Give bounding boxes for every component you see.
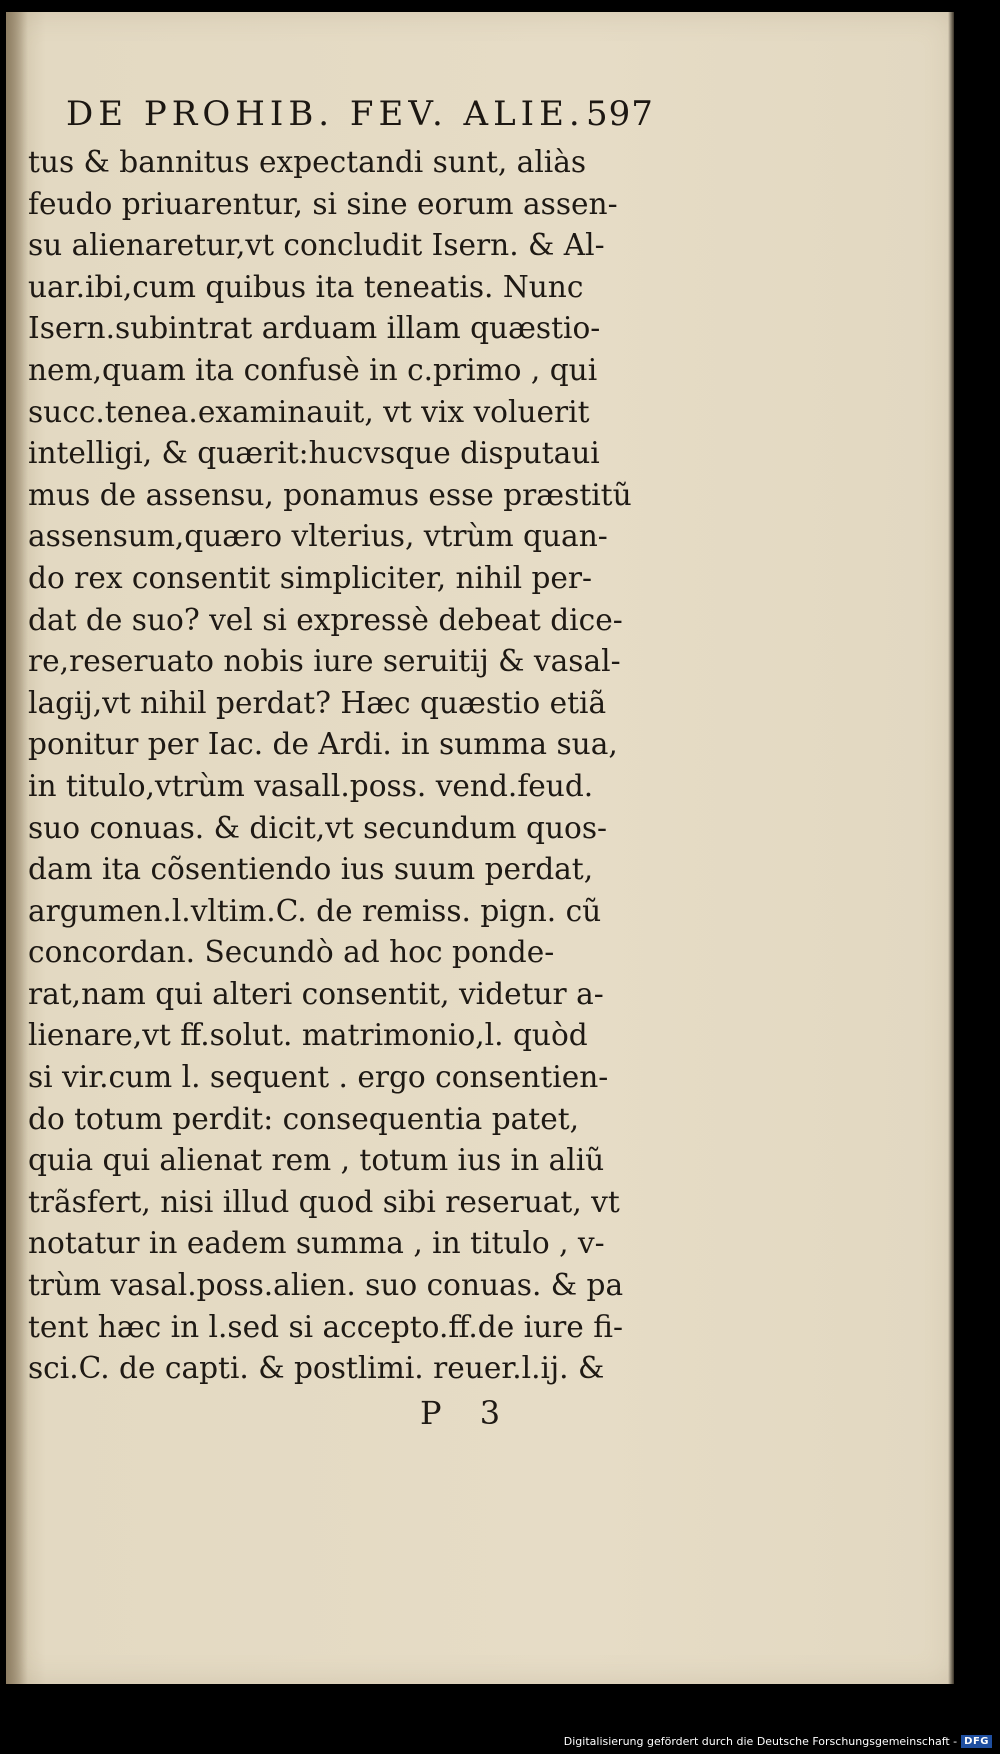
text-line: ponitur per Iac. de Ardi. in summa sua, (28, 727, 618, 762)
running-head-title: DE PROHIB. FEV. ALIE. (66, 94, 585, 134)
digitization-credit (564, 1732, 992, 1750)
text-line: concordan. Secundò ad hoc ponde- (28, 935, 555, 970)
text-line: intelligi, & quærit:hucvsque disputaui (28, 436, 600, 471)
text-line: dat de suo? vel si expressè debeat dice- (28, 602, 623, 637)
text-line: notatur in eadem summa , in titulo , v- (28, 1226, 605, 1261)
text-line: dam ita cõsentiendo ius suum perdat, (28, 852, 594, 887)
book-page (6, 12, 954, 1684)
text-line: succ.tenea.examinauit, vt vix voluerit (28, 394, 590, 429)
text-line: suo conuas. & dicit,vt secundum quos- (28, 810, 608, 845)
text-line: in titulo,vtrùm vasall.poss. vend.feud. (28, 768, 594, 803)
text-line: tent hæc in l.sed si accepto.ff.de iure fi- (28, 1309, 623, 1344)
text-line: Isern.subintrat arduam illam quæstio- (28, 311, 601, 346)
text-line: si vir.cum l. sequent . ergo consentien- (28, 1060, 609, 1095)
text-line: re,reseruato nobis iure seruitij & vasal- (28, 644, 621, 679)
text-line: feudo priuarentur, si sine eorum assen- (28, 186, 618, 221)
dfg-logo: DFG (961, 1735, 992, 1748)
page-gutter-shadow (6, 12, 28, 1684)
text-line: lagij,vt nihil perdat? Hæc quæstio etiã (28, 685, 607, 720)
text-line: do totum perdit: consequentia patet, (28, 1101, 580, 1136)
signature-mark: P 3 (420, 1394, 515, 1432)
text-line: mus de assensu, ponamus esse præstitũ (28, 477, 632, 512)
text-line: assensum,quæro vlterius, vtrùm quan- (28, 519, 608, 554)
text-line: argumen.l.vltim.C. de remiss. pign. cũ (28, 893, 602, 928)
text-line: sci.C. de capti. & postlimi. reuer.l.ij. & (28, 1351, 605, 1386)
text-line: rat,nam qui alteri consentit, videtur a- (28, 976, 604, 1011)
text-line: nem,quam ita confusè in c.primo , qui (28, 352, 598, 387)
text-line: quia qui alienat rem , totum ius in aliũ (28, 1143, 605, 1178)
text-line: su alienaretur,vt concludit Isern. & Al- (28, 228, 605, 263)
page-number: 597 (586, 94, 654, 134)
credit-text: Digitalisierung gefördert durch die Deutsche Forschungsgemeinschaft - (563, 1734, 958, 1748)
text-line: tus & bannitus expectandi sunt, aliàs (28, 145, 587, 179)
body-text (28, 142, 668, 1390)
text-line: lienare,vt ff.solut. matrimonio,l. quòd (28, 1018, 588, 1053)
page-edge-shadow (948, 12, 954, 1684)
running-head (66, 94, 666, 134)
text-line: do rex consentit simpliciter, nihil per- (28, 560, 593, 595)
text-line: trùm vasal.poss.alien. suo conuas. & pa (28, 1268, 624, 1303)
text-line: uar.ibi,cum quibus ita teneatis. Nunc (28, 269, 584, 304)
text-line: trãsfert, nisi illud quod sibi reseruat, vt (28, 1184, 620, 1219)
